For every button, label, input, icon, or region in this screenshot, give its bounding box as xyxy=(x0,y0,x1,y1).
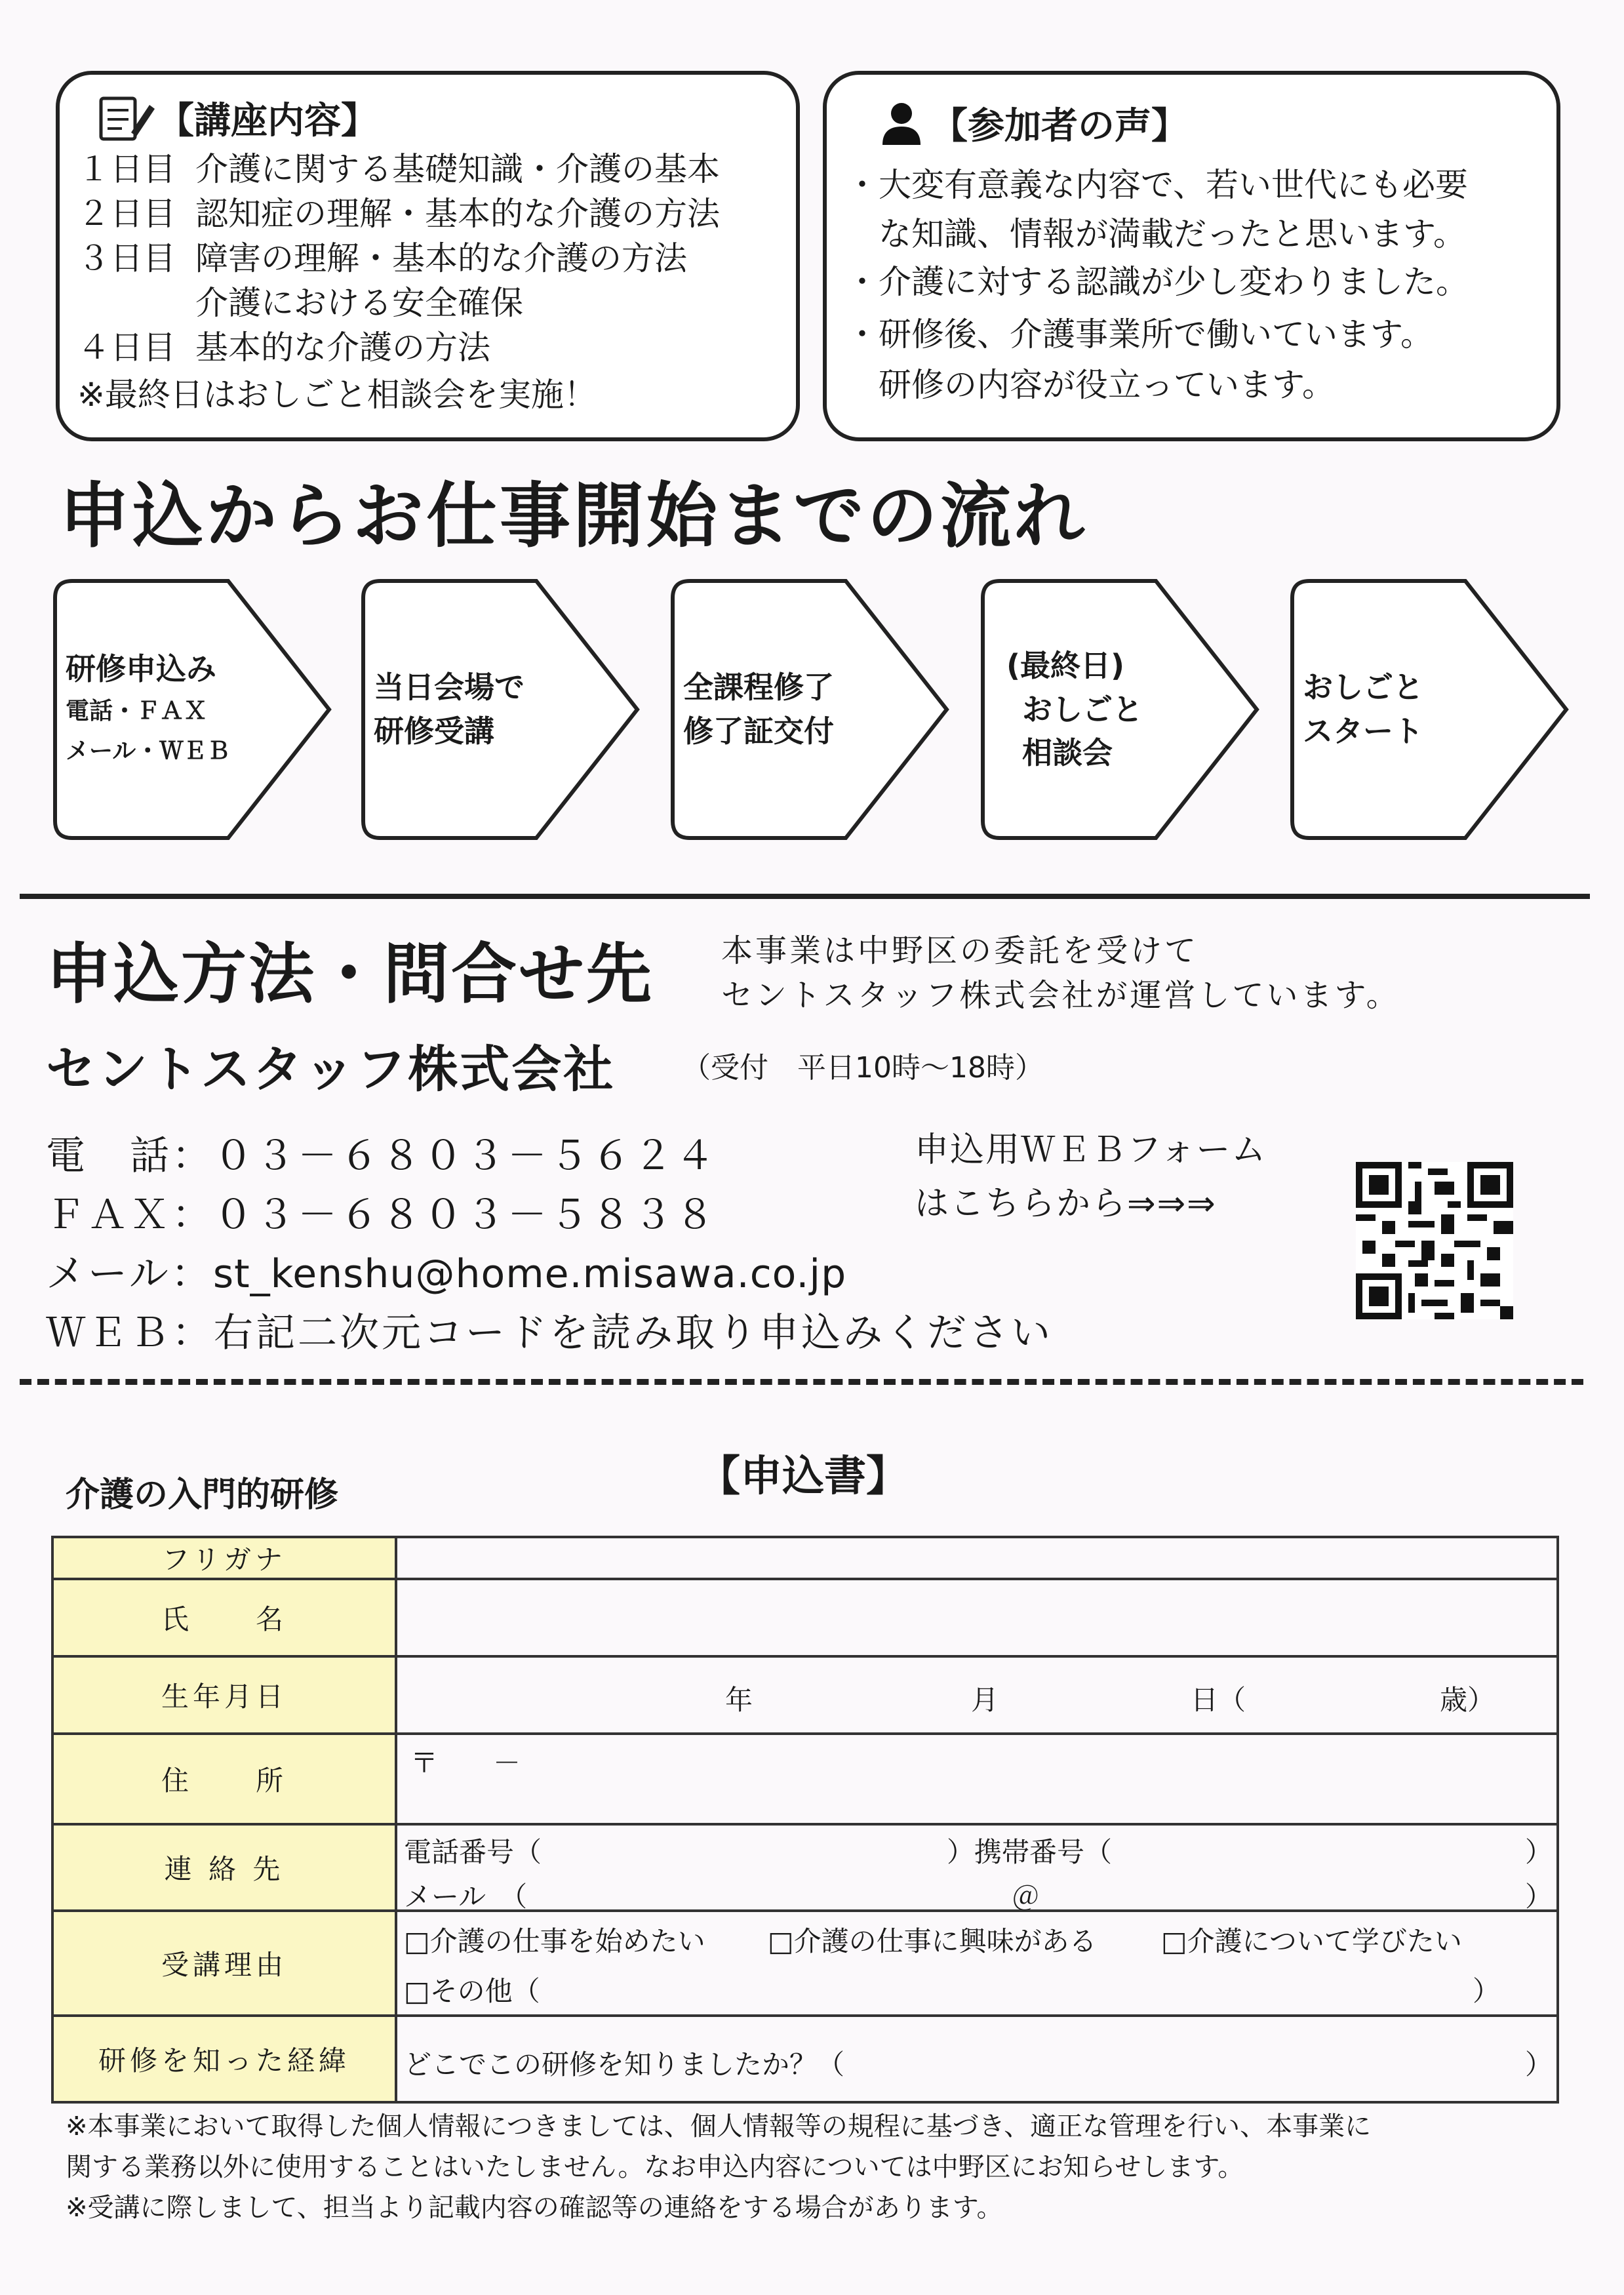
person-icon xyxy=(879,100,924,146)
voices-box-title: 【参加者の声】 xyxy=(879,97,1188,150)
flow-heading: 申込からお仕事開始までの流れ xyxy=(59,475,1088,557)
mail-address[interactable]: st_kenshu@home.misawa.co.jp xyxy=(212,1251,847,1297)
application-form xyxy=(51,1536,1559,2104)
reason-checkbox-1[interactable]: □介護の仕事を始めたい xyxy=(404,1925,705,1957)
voice-line-1: ・大変有意義な内容で、若い世代にも必要 xyxy=(846,166,1468,204)
voice-line-3: ・介護に対する認識が少し変わりました。 xyxy=(846,263,1469,301)
phone-line: 電 話：０３－６８０３－５６２４ xyxy=(46,1133,717,1179)
course-name: 介護の入門的研修 xyxy=(66,1475,339,1515)
course-day-3: ３日目 障害の理解・基本的な介護の方法 xyxy=(77,239,687,277)
web-form-label-2: はこちらから⇒⇒⇒ xyxy=(915,1184,1217,1224)
course-box-title: 【講座内容】 xyxy=(92,92,378,144)
source-label: 研修を知った経緯 xyxy=(52,2016,396,2102)
fax-line: ＦＡＸ：０３－６８０３－５８３８ xyxy=(46,1192,717,1238)
privacy-notes xyxy=(66,2106,1371,2228)
voice-line-5: 研修の内容が役立っています。 xyxy=(846,366,1335,404)
note-line-2: 関する業務以外に使用することはいたしません。なお申込内容については中野区にお知らせします。 xyxy=(66,2152,1244,2182)
voice-line-4: ・研修後、介護事業所で働いています。 xyxy=(846,315,1433,353)
reason-checkbox-other[interactable]: □その他（ xyxy=(404,1975,540,2007)
contact-label: 連 絡 先 xyxy=(52,1824,396,1911)
course-day-3b: 介護における安全確保 xyxy=(195,284,523,322)
flow-step-3: 全課程修了 修了証交付 xyxy=(670,578,952,841)
birth-field[interactable]: 年 月 日（ 歳） xyxy=(396,1656,1558,1734)
fax-number: ０３－６８０３－５８３８ xyxy=(214,1192,717,1238)
course-day-4: ４日目 基本的な介護の方法 xyxy=(77,329,490,367)
qr-code-icon[interactable] xyxy=(1356,1162,1513,1319)
reason-checkbox-2[interactable]: □介護の仕事に興味がある xyxy=(768,1925,1097,1957)
cut-line xyxy=(20,1379,1583,1385)
birth-label: 生年月日 xyxy=(52,1656,396,1734)
operator-note-2: セントスタッフ株式会社が運営しています。 xyxy=(721,977,1400,1014)
furigana-field[interactable] xyxy=(396,1537,1558,1579)
reason-label: 受講理由 xyxy=(52,1911,396,2016)
contact-field[interactable]: 電話番号（ ）携帯番号（ ） メール （ ＠ ） xyxy=(396,1824,1558,1911)
address-field[interactable]: 〒 － xyxy=(396,1734,1558,1824)
reason-field[interactable]: □介護の仕事を始めたい □介護の仕事に興味がある □介護について学びたい □その他（ ） xyxy=(396,1911,1558,2016)
voice-line-2: な知識、情報が満載だったと思います。 xyxy=(846,215,1466,253)
contact-heading: 申込方法・問合せ先 xyxy=(46,936,654,1012)
name-label: 氏 名 xyxy=(52,1579,396,1656)
operator-note-1: 本事業は中野区の委託を受けて xyxy=(721,932,1199,969)
company-name: セントスタッフ株式会社 xyxy=(46,1040,616,1098)
course-day-1: １日目 介護に関する基礎知識・介護の基本 xyxy=(77,150,720,188)
flow-step-5: おしごと スタート xyxy=(1290,578,1572,841)
name-field[interactable] xyxy=(396,1579,1558,1656)
mail-line: メール：st_kenshu@home.misawa.co.jp xyxy=(46,1251,847,1297)
phone-number[interactable]: ０３－６８０３－５６２４ xyxy=(214,1133,717,1179)
flow-step-1: 研修申込み 電話・ＦＡＸ メール・ＷＥＢ xyxy=(52,578,334,841)
form-title: 【申込書】 xyxy=(698,1452,908,1501)
reception-hours: （受付 平日10時～18時） xyxy=(682,1051,1044,1085)
reason-checkbox-3[interactable]: □介護について学びたい xyxy=(1161,1925,1462,1957)
furigana-label: フリガナ xyxy=(52,1537,396,1579)
flow-step-4: (最終日) おしごと 相談会 xyxy=(980,578,1262,841)
flow-step-2: 当日会場で 研修受講 xyxy=(361,578,643,841)
document-pen-icon xyxy=(92,92,157,144)
web-line: ＷＥＢ：右記二次元コードを読み取り申込みください xyxy=(46,1310,1053,1356)
source-field[interactable]: どこでこの研修を知りましたか？（ ） xyxy=(396,2016,1558,2102)
address-label: 住 所 xyxy=(52,1734,396,1824)
course-day-2: ２日目 認知症の理解・基本的な介護の方法 xyxy=(77,195,720,233)
note-line-3: ※受講に際しまして、担当より記載内容の確認等の連絡をする場合があります。 xyxy=(66,2193,1003,2223)
web-form-label-1: 申込用ＷＥＢフォーム xyxy=(915,1130,1267,1170)
note-line-1: ※本事業において取得した個人情報につきましては、個人情報等の規程に基づき、適正な管理を行い、本事業に xyxy=(66,2111,1372,2142)
section-divider xyxy=(20,894,1590,899)
course-note: ※最終日はおしごと相談会を実施！ xyxy=(77,376,597,414)
